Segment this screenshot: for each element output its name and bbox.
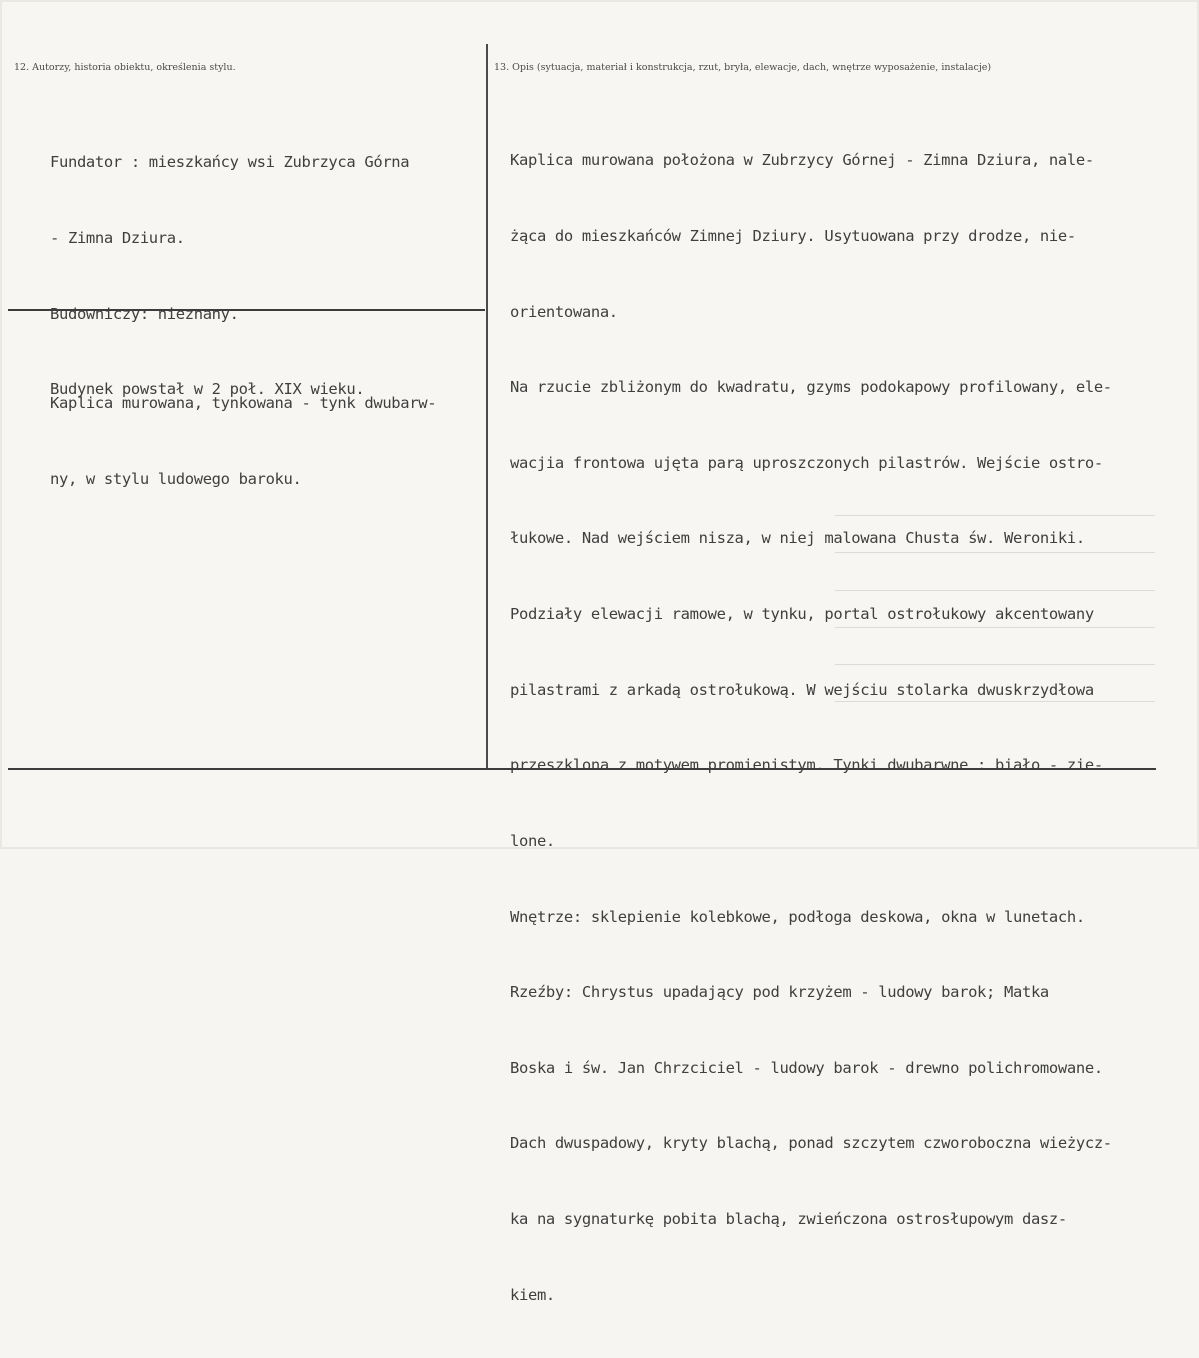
history-line: - Zimna Dziura. [50,229,185,248]
description-text [510,98,1112,1358]
description-line: ka na sygnaturkę pobita blachą, zwieńczona ostrosłupowym dasz- [510,1209,1067,1228]
history-line: Budowniczy: nieznany. [50,304,239,323]
field-13-header: 13. Opis (sytuacja, materiał i konstrukcja, rzut, bryła, elewacje, dach, wnętrze wyposażenie, instalacje) [494,62,992,73]
description-line: Rzeźby: Chrystus upadający pod krzyżem - ludowy barok; Matka [510,983,1049,1002]
description-line: Na rzucie zbliżonym do kwadratu, gzyms podokapowy profilowany, ele- [510,378,1112,397]
style-text [50,341,436,543]
description-line: żąca do mieszkańców Zimnej Dziury. Usytuowana przy drodze, nie- [510,227,1076,246]
description-line: pilastrami z arkadą ostrołukową. W wejściu stolarka dwuskrzydłowa [510,680,1094,699]
description-line: Dach dwuspadowy, kryty blachą, ponad szczytem czworoboczna wieżycz- [510,1134,1112,1153]
description-line: Kaplica murowana położona w Zubrzycy Górnej - Zimna Dziura, nale- [510,151,1094,170]
description-line: Podziały elewacji ramowe, w tynku, portal ostrołukowy akcentowany [510,605,1094,624]
description-line: orientowana. [510,302,618,321]
description-line: Wnętrze: sklepienie kolebkowe, podłoga deskowa, okna w lunetach. [510,907,1085,926]
description-line: Boska i św. Jan Chrzciciel - ludowy barok - drewno polichromowane. [510,1058,1103,1077]
history-line: Fundator : mieszkańcy wsi Zubrzyca Górna [50,153,410,172]
history-line: Budynek powstał w 2 poł. XIX wieku. [50,380,365,399]
column-divider [486,44,488,768]
description-line: kiem. [510,1285,555,1304]
description-line: przeszklona z motywem promienistym. Tynki dwubarwne : biało - zie- [510,756,1103,775]
description-line: lone. [510,831,555,850]
style-line: ny, w stylu ludowego baroku. [50,470,302,489]
style-line: Kaplica murowana, tynkowana - tynk dwubarw- [50,394,437,413]
field-12-header: 12. Autorzy, historia obiektu, określenia stylu. [14,62,236,73]
description-line: łukowe. Nad wejściem nisza, w niej malowana Chusta św. Weroniki. [510,529,1085,548]
description-line: wacjia frontowa ujęta parą uproszczonych pilastrów. Wejście ostro- [510,453,1103,472]
